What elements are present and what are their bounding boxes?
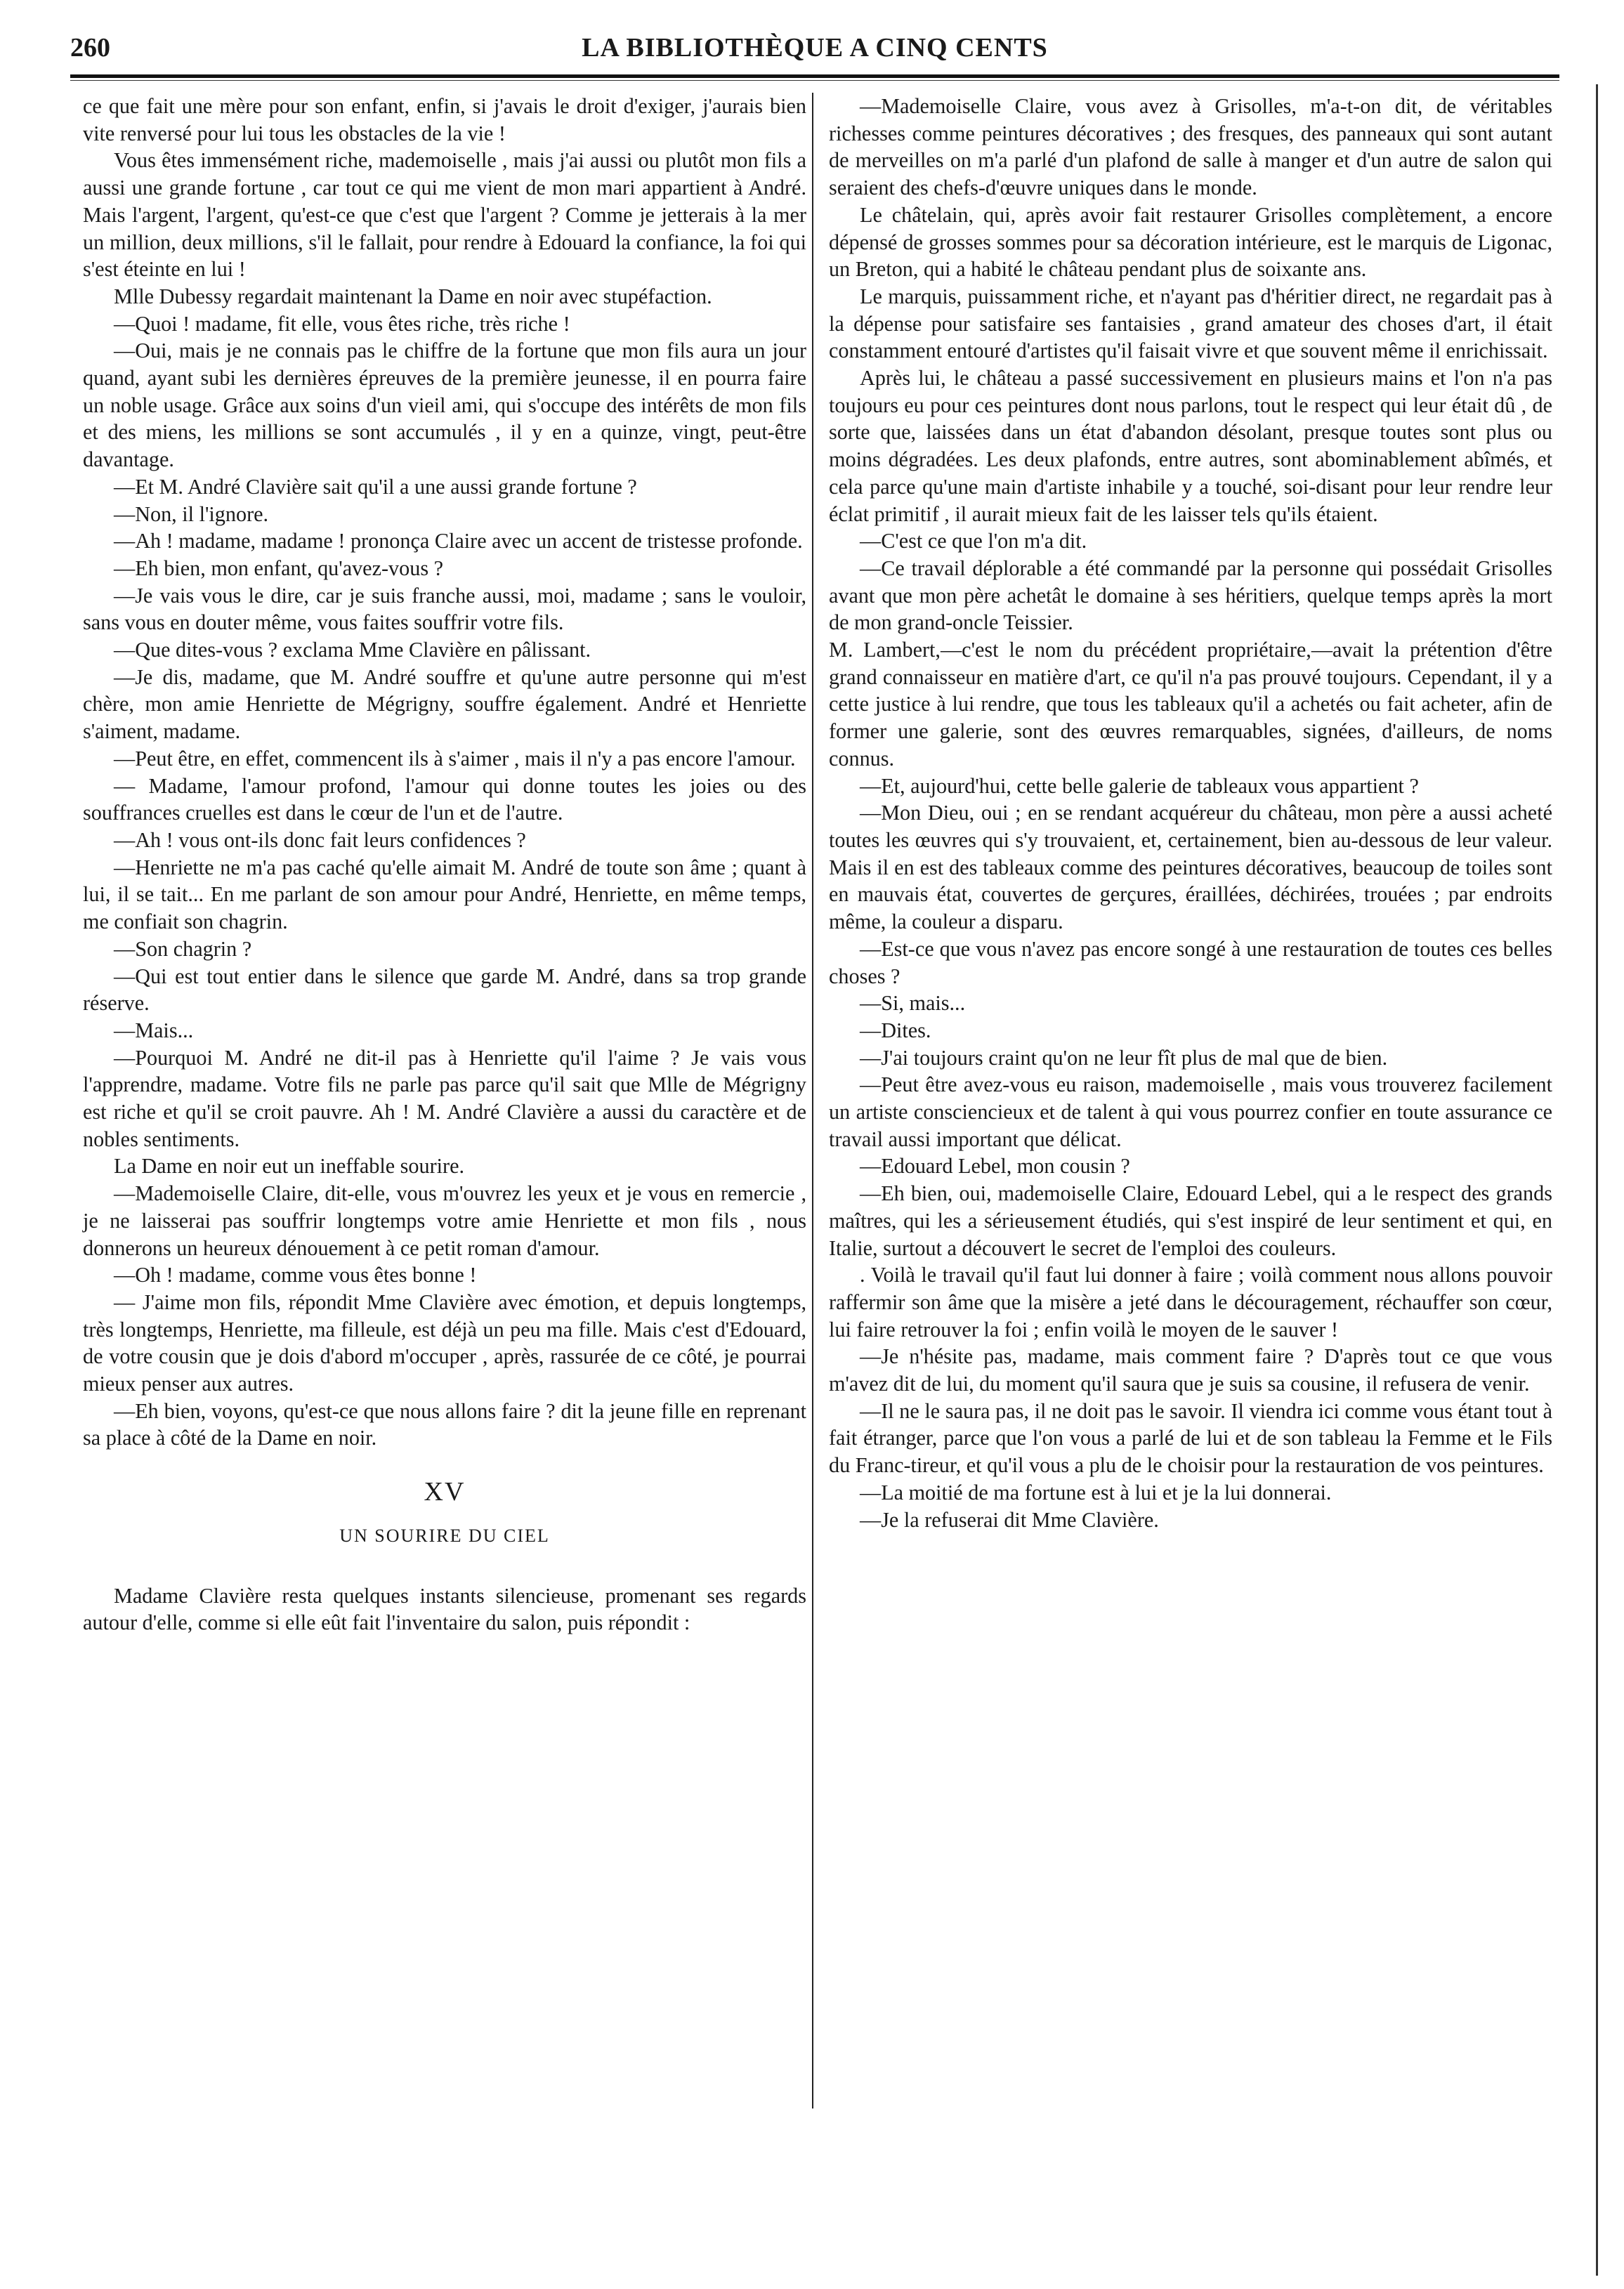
- chapter-title: UN SOURIRE DU CIEL: [339, 1525, 550, 1546]
- paragraph: —Mademoiselle Claire, dit-elle, vous m'ouvrez les yeux et je vous en remercie , je ne laisserai pas souffrir longtemps votre amie Henriette et mon fils , nous donnerons un heureux dénouement à ce petit roman d'amour.: [83, 1181, 806, 1260]
- paragraph: Madame Clavière resta quelques instants silencieuse, promenant ses regards autour d'elle, comme si elle eût fait l'inventaire du salon, puis répondit :: [83, 1583, 806, 1635]
- paragraph: ce que fait une mère pour son enfant, enfin, si j'avais le droit d'exiger, j'aurais bien vite renversé pour lui tous les obstacles de la vie !: [83, 94, 806, 145]
- paragraph: —Oh ! madame, comme vous êtes bonne !: [114, 1263, 477, 1287]
- paragraph: . Voilà le travail qu'il faut lui donner à faire ; voilà comment nous allons pouvoir raffermir son âme que la misère a jeté dans le découragement, réchauffer son cœur, lui faire retrouver la foi ; enfin voilà le moyen de le sauver !: [829, 1263, 1552, 1342]
- paragraph: —Il ne le saura pas, il ne doit pas le savoir. Il viendra ici comme vous étant tout à fait étranger, parce que l'on vous a parlé de lui et de son tableau la Femme et le Fils du Franc-tireur, et qu'il vous a plu de le choisir pour la restauration de vos peintures.: [829, 1398, 1552, 1478]
- right-column: [829, 93, 1552, 1533]
- paragraph: —Eh bien, mon enfant, qu'avez-vous ?: [114, 556, 444, 580]
- paragraph: Le châtelain, qui, après avoir fait restaurer Grisolles complètement, a encore dépensé de grosses sommes pour sa décoration intérieure, est le marquis de Ligonac, un Breton, qui a habité le château pendant plus de soixante ans.: [829, 202, 1552, 282]
- header-rule: [70, 74, 1559, 78]
- page-header: [70, 27, 1559, 72]
- page-number: 260: [70, 33, 110, 63]
- paragraph: —Son chagrin ?: [114, 936, 252, 961]
- paragraph: Mlle Dubessy regardait maintenant la Dame en noir avec stupéfaction.: [114, 284, 712, 308]
- paragraph: —Ah ! madame, madame ! prononça Claire avec un accent de tristesse profonde.: [114, 529, 803, 553]
- paragraph: —Eh bien, voyons, qu'est-ce que nous allons faire ? dit la jeune fille en reprenant sa place à côté de la Dame en noir.: [83, 1398, 806, 1450]
- paragraph: —Oui, mais je ne connais pas le chiffre de la fortune que mon fils aura un jour quand, ayant subi les dernières épreuves de la première jeunesse, il en pourra faire un noble usage. Grâce aux soins d'un vieil ami, qui s'occupe des intérêts de mon fils et des miens, les millions se sont accumulés , il y en a quinze, vingt, peut-être davantage.: [83, 339, 806, 472]
- running-title: LA BIBLIOTHÈQUE A CINQ CENTS: [582, 33, 1048, 63]
- paragraph: Après lui, le château a passé successivement en plusieurs mains et l'on n'a pas toujours eu pour ces peintures dont nous parlons, tout le respect qui leur était dû , de sorte que, laissées dans un état d'abandon désolant, presque toutes sont plus ou moins dégradées. Les deux plafonds, entre autres, sont abominablement abîmés, et cela parce qu'une main d'artiste inhabile y a touché, soi-disant pour leur rendre leur éclat primitif , il aurait mieux fait de les laisser tels qu'ils étaient.: [829, 366, 1552, 526]
- left-column: [83, 93, 806, 1637]
- paragraph: —Est-ce que vous n'avez pas encore songé à une restauration de toutes ces belles choses ?: [829, 936, 1552, 988]
- paragraph: —Je n'hésite pas, madame, mais comment faire ? D'après tout ce que vous m'avez dit de lui, du moment qu'il saura que je suis sa cousine, il refusera de venir.: [829, 1344, 1552, 1396]
- paragraph: — J'aime mon fils, répondit Mme Clavière avec émotion, et depuis longtemps, très longtemps, Henriette, ma filleule, est déjà un peu ma fille. Mais c'est d'Edouard, de votre cousin que je dois d'abord m'occuper , après, rassurée de ce côté, je pourrai mieux penser aux autres.: [83, 1290, 806, 1396]
- paragraph: —Je vais vous le dire, car je suis franche aussi, moi, madame ; sans le vouloir, sans vous en douter même, vous faites souffrir votre fils.: [83, 583, 806, 635]
- paragraph: Le marquis, puissamment riche, et n'ayant pas d'héritier direct, ne regardait pas à la dépense pour satisfaire ses fantaisies , grand amateur des choses d'art, il était constamment entouré d'artistes qu'il faisait vivre et que souvent même il enrichissait.: [829, 284, 1552, 363]
- paragraph: M. Lambert,—c'est le nom du précédent propriétaire,—avait la prétention d'être grand connaisseur en matière d'art, ce qu'il n'a pas prouvé toujours. Cependant, il y a cette justice à lui rendre, que tous les tableaux qu'il a achetés ou fait acheter, afin de former une galerie, sont des œuvres remarquables, signées, d'ailleurs, de noms connus.: [829, 638, 1552, 770]
- page-edge-line: [1596, 84, 1598, 2276]
- paragraph: —Mais...: [114, 1018, 194, 1042]
- paragraph: —Peut être avez-vous eu raison, mademoiselle , mais vous trouverez facilement un artiste consciencieux et de talent à qui vous pourrez confier en toute assurance ce travail aussi important que délicat.: [829, 1073, 1552, 1151]
- paragraph: —Henriette ne m'a pas caché qu'elle aimait M. André de toute son âme ; quant à lui, il se tait... En me parlant de son amour pour André, Henriette, en même temps, me confiait son chagrin.: [83, 855, 806, 934]
- paragraph: —Edouard Lebel, mon cousin ?: [860, 1154, 1130, 1179]
- paragraph: —Non, il l'ignore.: [114, 501, 269, 526]
- paragraph: Vous êtes immensément riche, mademoiselle , mais j'ai aussi ou plutôt mon fils a aussi une grande fortune , car tout ce qui me vient de mon mari appartient à André. Mais l'argent, l'argent, qu'est-ce que c'est que l'argent ? Comme je jetterais à la mer un million, deux millions, s'il le fallait, pour rendre à Edouard la confiance, la foi qui s'est éteinte en lui !: [83, 148, 806, 282]
- paragraph: —Dites.: [860, 1018, 931, 1042]
- paragraph: —Je dis, madame, que M. André souffre et qu'une autre personne qui m'est chère, mon amie Henriette de Mégrigny, souffre également. André et Henriette s'aiment, madame.: [83, 664, 806, 744]
- column-divider: [812, 93, 813, 2108]
- paragraph: La Dame en noir eut un ineffable sourire.: [114, 1154, 465, 1179]
- paragraph: —Et M. André Clavière sait qu'il a une aussi grande fortune ?: [114, 474, 637, 499]
- paragraph: —Que dites-vous ? exclama Mme Clavière en pâlissant.: [114, 638, 591, 662]
- paragraph: —Et, aujourd'hui, cette belle galerie de tableaux vous appartient ?: [860, 773, 1419, 798]
- paragraph: — Madame, l'amour profond, l'amour qui donne toutes les joies ou des souffrances cruelles est dans le cœur de l'un et de l'autre.: [83, 773, 806, 825]
- chapter-number: XV: [424, 1477, 466, 1507]
- header-rule-thin: [70, 80, 1559, 81]
- paragraph: —Pourquoi M. André ne dit-il pas à Henriette qu'il l'aime ? Je vais vous l'apprendre, madame. Votre fils ne parle pas parce qu'il sait que Mlle de Mégrigny est riche et qu'il se croit pauvre. Ah ! M. André Clavière a aussi du caractère et de nobles sentiments.: [83, 1045, 806, 1151]
- paragraph: —Ce travail déplorable a été commandé par la personne qui possédait Grisolles avant que mon père achetât le domaine à ses héritiers, quelque temps après la mort de mon grand-oncle Teissier.: [829, 556, 1552, 635]
- paragraph: —Si, mais...: [860, 991, 966, 1016]
- paragraph: —La moitié de ma fortune est à lui et je la lui donnerai.: [860, 1480, 1332, 1504]
- paragraph: —J'ai toujours craint qu'on ne leur fît plus de mal que de bien.: [860, 1045, 1388, 1070]
- paragraph: —C'est ce que l'on m'a dit.: [860, 529, 1087, 553]
- paragraph: —Mon Dieu, oui ; en se rendant acquéreur du château, mon père a aussi acheté toutes les œuvres qui s'y trouvaient, et, certainement, bien au-dessous de leur valeur. Mais il en est des tableaux comme des peintures décoratives, beaucoup de toiles sont en mauvais état, couvertes de gerçures, éraillées, déchirées, trouées ; par endroits même, la couleur a disparu.: [829, 801, 1552, 934]
- paragraph: —Qui est tout entier dans le silence que garde M. André, dans sa trop grande réserve.: [83, 964, 806, 1016]
- paragraph: —Quoi ! madame, fit elle, vous êtes riche, très riche !: [114, 311, 570, 336]
- paragraph: —Je la refuserai dit Mme Clavière.: [860, 1507, 1159, 1532]
- paragraph: —Peut être, en effet, commencent ils à s'aimer , mais il n'y a pas encore l'amour.: [114, 746, 796, 770]
- paragraph: —Mademoiselle Claire, vous avez à Grisolles, m'a-t-on dit, de véritables richesses comme peintures décoratives ; des fresques, des panneaux qui sont autant de merveilles on m'a parlé d'un plafond de salle à manger et d'un autre de salon qui seraient des chefs-d'œuvre uniques dans le monde.: [829, 94, 1552, 200]
- paragraph: —Eh bien, oui, mademoiselle Claire, Edouard Lebel, qui a le respect des grands maîtres, qui les a sérieusement étudiés, qui s'est inspiré de leur sentiment et qui, en Italie, surtout a découvert le secret de l'emploi des couleurs.: [829, 1181, 1552, 1260]
- paragraph: —Ah ! vous ont-ils donc fait leurs confidences ?: [114, 827, 526, 852]
